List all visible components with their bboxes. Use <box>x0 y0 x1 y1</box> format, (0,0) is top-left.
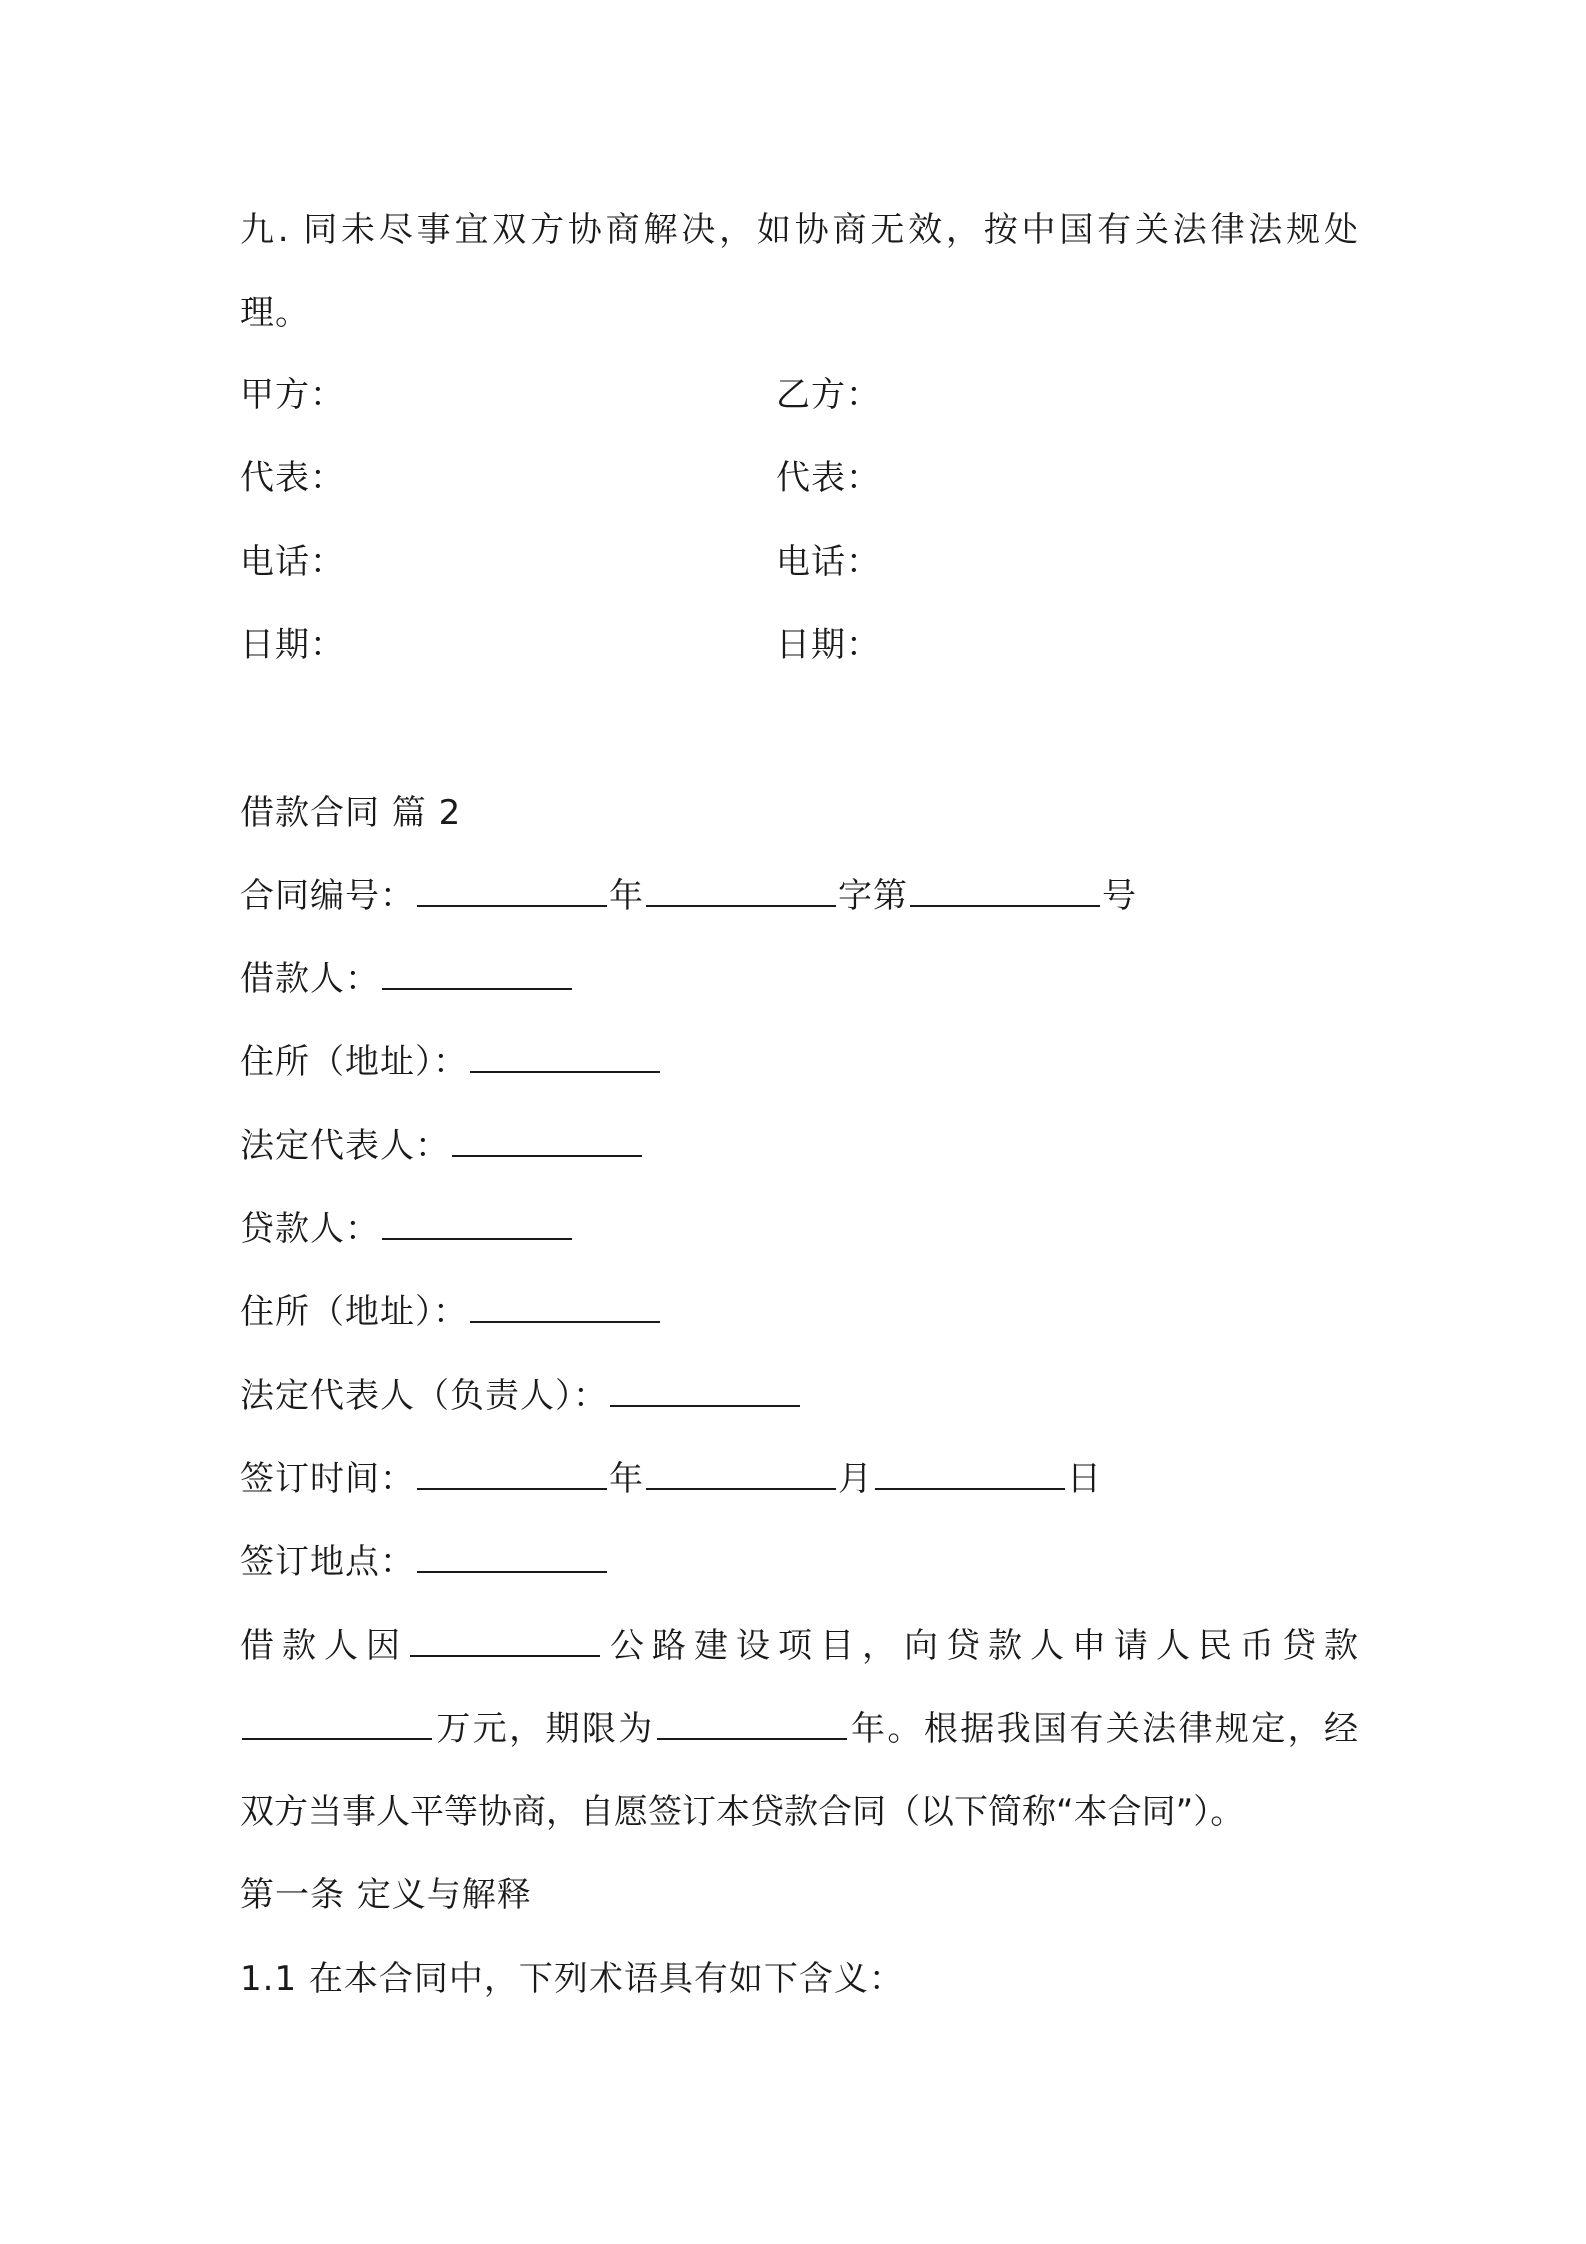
contract-number-label: 合同编号： <box>240 876 415 916</box>
lender-row <box>240 1207 574 1251</box>
contract-2-heading: 借款合同 篇 2 <box>240 793 462 833</box>
signing-time-month: 月 <box>838 1459 873 1499</box>
intro-text: 年。根据我国有关法律规定，经 <box>848 1709 1359 1749</box>
blank-line <box>410 1625 600 1657</box>
blank-line <box>242 1708 432 1740</box>
borrower-label: 借款人： <box>240 959 380 999</box>
lender-address-row <box>240 1290 662 1334</box>
borrower-address-label: 住所（地址）： <box>240 1042 468 1082</box>
blank-line <box>610 1375 800 1407</box>
borrower-legal-rep-label: 法定代表人： <box>240 1126 450 1166</box>
intro-line-1 <box>240 1624 1358 1668</box>
borrower-address-row <box>240 1040 662 1084</box>
contract-number-zi: 字第 <box>838 876 908 916</box>
party-b-label: 乙方： <box>776 375 881 415</box>
signing-time-label: 签订时间： <box>240 1459 415 1499</box>
article-1-1: 1.1 在本合同中，下列术语具有如下含义： <box>240 1959 904 1999</box>
borrower-legal-rep-row <box>240 1124 644 1168</box>
party-a-date-label: 日期： <box>240 625 345 665</box>
blank-line <box>470 1041 660 1073</box>
signing-time-year: 年 <box>609 1459 644 1499</box>
intro-line-3: 双方当事人平等协商，自愿签订本贷款合同（以下简称“本合同”）。 <box>240 1792 1245 1832</box>
party-a-phone-label: 电话： <box>240 542 345 582</box>
party-b-date-label: 日期： <box>776 625 881 665</box>
lender-legal-rep-row <box>240 1374 802 1418</box>
blank-line <box>470 1291 660 1323</box>
blank-line <box>417 1458 607 1490</box>
clause-9-line-2: 理。 <box>240 293 310 333</box>
borrower-row <box>240 957 574 1001</box>
blank-line <box>646 875 836 907</box>
lender-label: 贷款人： <box>240 1209 380 1249</box>
signing-time-row <box>240 1457 1102 1501</box>
intro-line-2 <box>240 1707 1358 1751</box>
party-a-rep-label: 代表： <box>240 458 345 498</box>
blank-line <box>657 1708 847 1740</box>
clause-9-line-1: 九. 同未尽事宜双方协商解决，如协商无效，按中国有关法律法规处 <box>240 210 1358 250</box>
article-1-title: 第一条 定义与解释 <box>240 1875 532 1915</box>
blank-line <box>382 1208 572 1240</box>
contract-number-hao: 号 <box>1102 876 1137 916</box>
lender-address-label: 住所（地址）： <box>240 1292 468 1332</box>
party-b-rep-label: 代表： <box>776 458 881 498</box>
lender-legal-rep-label: 法定代表人（负责人）： <box>240 1376 608 1416</box>
blank-line <box>646 1458 836 1490</box>
blank-line <box>417 1541 607 1573</box>
intro-text: 借款人因 <box>240 1626 408 1666</box>
blank-line <box>417 875 607 907</box>
intro-text: 万元，期限为 <box>434 1709 655 1749</box>
contract-number-year: 年 <box>609 876 644 916</box>
signing-place-row <box>240 1540 609 1584</box>
party-a-label: 甲方： <box>240 375 345 415</box>
party-b-phone-label: 电话： <box>776 542 881 582</box>
blank-line <box>875 1458 1065 1490</box>
blank-line <box>910 875 1100 907</box>
signing-place-label: 签订地点： <box>240 1542 415 1582</box>
signing-time-day: 日 <box>1067 1459 1102 1499</box>
blank-line <box>452 1125 642 1157</box>
contract-number-row <box>240 874 1137 918</box>
intro-text: 公路建设项目，向贷款人申请人民币贷款 <box>602 1626 1358 1666</box>
blank-line <box>382 958 572 990</box>
